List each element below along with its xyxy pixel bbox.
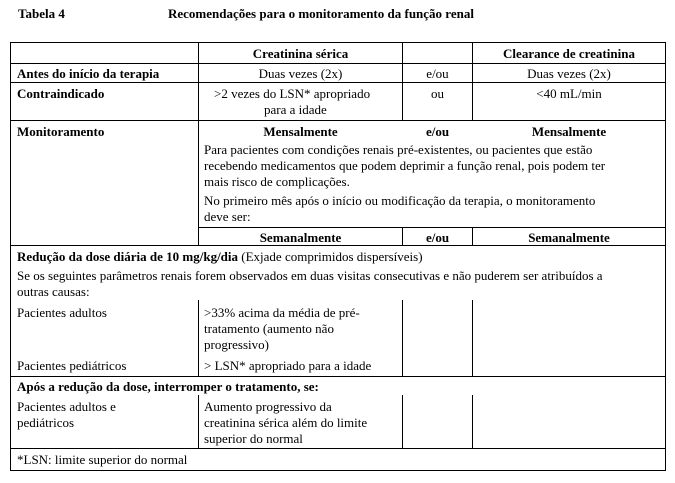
monit-note-line3: mais risco de complicações. — [204, 174, 350, 189]
table-number: Tabela 4 — [18, 6, 65, 21]
row-label-antes: Antes do início da terapia — [17, 66, 160, 81]
reducao-text-line1: Se os seguintes parâmetros renais forem observados em duas visitas consecutivas e não puderem ser atribuídos a — [17, 268, 603, 283]
contra-creatinina-line2: para a idade — [264, 102, 327, 117]
weekly-conj: e/ou — [425, 230, 450, 245]
adultos-value-line2: tratamento (aumento não — [204, 321, 334, 336]
adultos-label: Pacientes adultos — [17, 305, 107, 320]
row-label-monitoramento: Monitoramento — [17, 124, 105, 139]
apos-label-line1: Pacientes adultos e — [17, 399, 116, 414]
apos-value-line1: Aumento progressivo da — [204, 399, 332, 414]
weekly-clearance: Semanalmente — [528, 230, 610, 245]
column-header-clearance: Clearance de creatinina — [503, 46, 635, 61]
antes-conj: e/ou — [426, 66, 449, 81]
apos-label-line2: pediátricos — [17, 415, 75, 430]
adultos-value-line1: >33% acima da média de pré- — [204, 305, 360, 320]
table-title: Recomendações para o monitoramento da função renal — [168, 6, 474, 21]
monit-note-line2: recebendo medicamentos que podem deprimir a função renal, pois podem ter — [204, 158, 606, 173]
reducao-heading-bold: Redução da dose diária de 10 mg/kg/dia — [17, 249, 239, 264]
apos-value-line2: creatinina sérica além do limite — [204, 415, 368, 430]
monit-note-line1: Para pacientes com condições renais pré-existentes, ou pacientes que estão — [204, 142, 593, 157]
contra-clearance: <40 mL/min — [536, 86, 602, 101]
apos-heading: Após a redução da dose, interromper o tratamento, se: — [17, 379, 319, 394]
column-header-creatinina: Creatinina sérica — [252, 46, 349, 61]
adultos-value-line3: progressivo) — [204, 337, 269, 352]
row-label-contraindicado: Contraindicado — [17, 86, 105, 101]
reducao-heading — [17, 249, 423, 264]
monit-clearance: Mensalmente — [531, 124, 607, 139]
monit-conj: e/ou — [425, 124, 450, 139]
apos-value-line3: superior do normal — [204, 431, 303, 446]
contra-creatinina-line1: >2 vezes do LSN* apropriado — [214, 86, 371, 101]
reducao-heading-paren: (Exjade comprimidos dispersíveis) — [241, 249, 423, 264]
monit-note-line4: No primeiro mês após o início ou modificação da terapia, o monitoramento — [204, 193, 596, 208]
pediatricos-value: > LSN* apropriado para a idade — [204, 358, 372, 373]
contra-conj: ou — [431, 86, 444, 101]
footnote: *LSN: limite superior do normal — [17, 452, 188, 467]
antes-creatinina: Duas vezes (2x) — [258, 66, 343, 81]
weekly-creatinina: Semanalmente — [259, 230, 342, 245]
monit-creatinina: Mensalmente — [263, 124, 338, 139]
monit-note-line5: deve ser: — [204, 209, 251, 224]
antes-clearance: Duas vezes (2x) — [527, 66, 611, 81]
pediatricos-label: Pacientes pediátricos — [17, 358, 127, 373]
reducao-text-line2: outras causas: — [17, 284, 90, 299]
